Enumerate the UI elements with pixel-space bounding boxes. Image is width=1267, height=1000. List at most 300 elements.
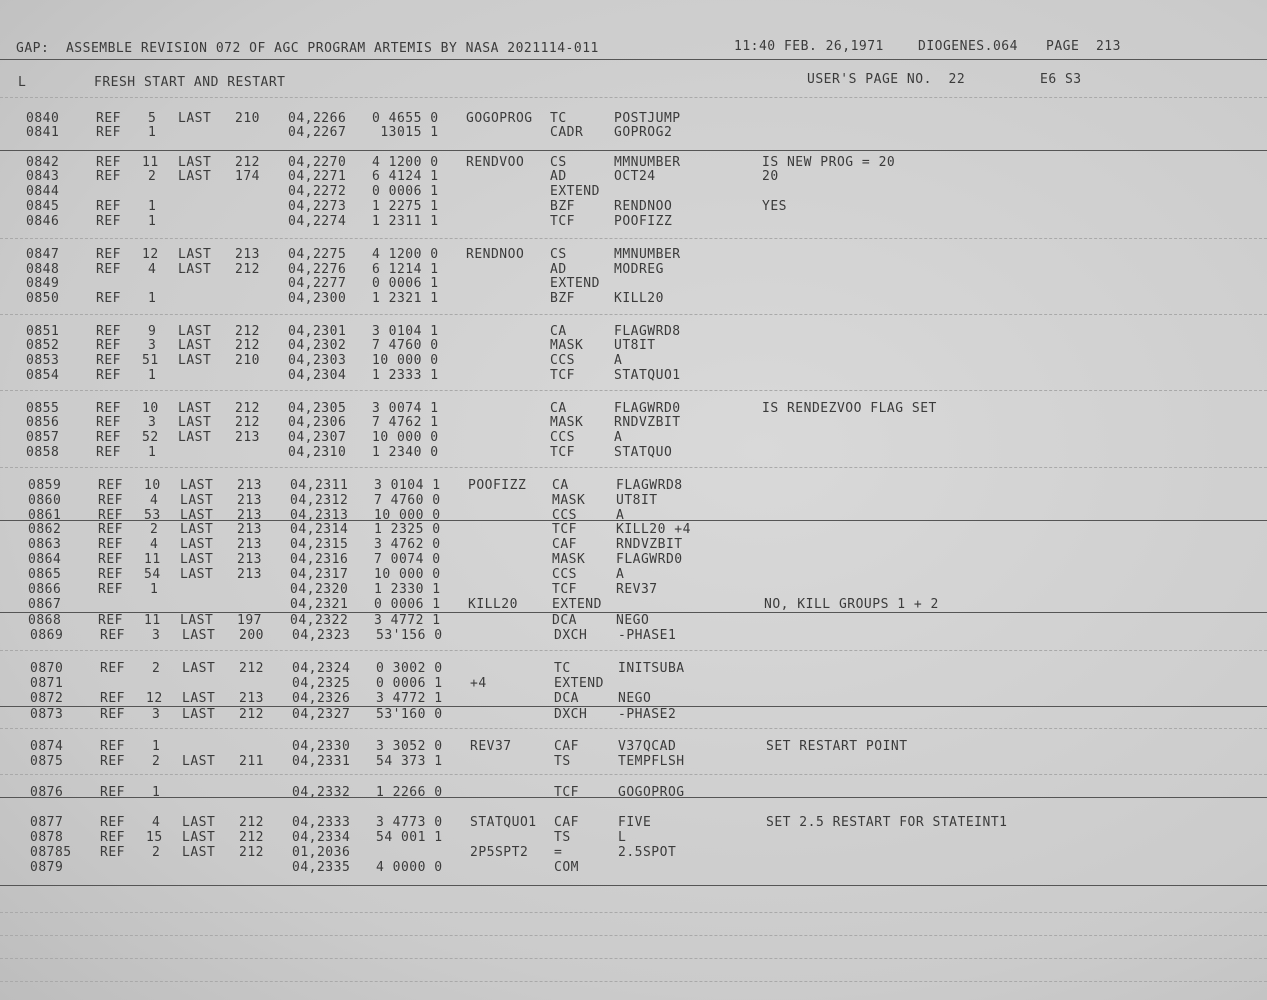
- ref-count: 12: [142, 247, 159, 262]
- timestamp: 11:40 FEB. 26,1971: [734, 39, 884, 54]
- line-number: 0866: [28, 582, 62, 597]
- ref-keyword: REF: [98, 582, 123, 597]
- operand: V37QCAD: [618, 739, 677, 754]
- ref-count: 1: [152, 785, 161, 800]
- last-keyword: LAST: [180, 552, 214, 567]
- block-divider: [0, 520, 1267, 521]
- listing-row: [2, 568, 1252, 582]
- operand: RNDVZBIT: [616, 537, 683, 552]
- opcode: TCF: [550, 214, 575, 229]
- line-number: 0849: [26, 276, 60, 291]
- octal-word: 53'160 0: [376, 707, 443, 722]
- memory-address: 04,2312: [290, 493, 349, 508]
- last-page: 213: [237, 537, 262, 552]
- opcode: BZF: [550, 291, 575, 306]
- opcode: CCS: [552, 567, 577, 582]
- memory-address: 04,2324: [292, 661, 351, 676]
- memory-address: 04,2315: [290, 537, 349, 552]
- listing-row: [2, 538, 1252, 552]
- memory-address: 04,2306: [288, 415, 347, 430]
- block-divider: [0, 797, 1267, 798]
- memory-address: 04,2316: [290, 552, 349, 567]
- memory-address: 04,2266: [288, 111, 347, 126]
- block-divider: [0, 612, 1267, 613]
- ref-keyword: REF: [96, 338, 121, 353]
- memory-address: 04,2277: [288, 276, 347, 291]
- opcode: BZF: [550, 199, 575, 214]
- opcode: TCF: [552, 582, 577, 597]
- ref-count: 15: [146, 830, 163, 845]
- line-number: 0861: [28, 508, 62, 523]
- ref-keyword: REF: [96, 111, 121, 126]
- listing-row: [0, 185, 1250, 199]
- listing-row: [2, 614, 1252, 628]
- line-number: 0868: [28, 613, 62, 628]
- memory-address: 04,2314: [290, 522, 349, 537]
- octal-word: 10 000 0: [372, 353, 439, 368]
- ref-count: 1: [148, 125, 157, 140]
- listing-row: [4, 831, 1254, 845]
- last-keyword: LAST: [182, 691, 216, 706]
- octal-word: 3 0104 1: [374, 478, 441, 493]
- ref-count: 1: [148, 199, 157, 214]
- line-number: 0875: [30, 754, 64, 769]
- last-page: 210: [235, 111, 260, 126]
- line-number: 0852: [26, 338, 60, 353]
- octal-word: 4 1200 0: [372, 247, 439, 262]
- line-number: 0843: [26, 169, 60, 184]
- opcode: EXTEND: [554, 676, 604, 691]
- opcode: TS: [554, 754, 571, 769]
- symbol-label: POOFIZZ: [468, 478, 527, 493]
- opcode: CA: [550, 324, 567, 339]
- ref-keyword: REF: [98, 613, 123, 628]
- operand: A: [614, 430, 623, 445]
- opcode: CCS: [550, 353, 575, 368]
- memory-address: 04,2311: [290, 478, 349, 493]
- ref-count: 3: [152, 628, 161, 643]
- last-page: 212: [235, 415, 260, 430]
- opcode: EXTEND: [552, 597, 602, 612]
- opcode: EXTEND: [550, 276, 600, 291]
- ref-count: 1: [152, 739, 161, 754]
- listing-row: [4, 846, 1254, 860]
- last-keyword: LAST: [178, 415, 212, 430]
- paper-rule: [0, 981, 1267, 982]
- last-keyword: LAST: [178, 247, 212, 262]
- operand: A: [614, 353, 623, 368]
- octal-word: 3 0074 1: [372, 401, 439, 416]
- memory-address: 04,2276: [288, 262, 347, 277]
- operand: STATQUO: [614, 445, 673, 460]
- memory-address: 04,2267: [288, 125, 347, 140]
- program-line: GAP: ASSEMBLE REVISION 072 OF AGC PROGRAM ARTEMIS BY NASA 2021114-011: [16, 41, 599, 56]
- memory-address: 04,2270: [288, 155, 347, 170]
- opcode: TS: [554, 830, 571, 845]
- octal-word: 1 2311 1: [372, 214, 439, 229]
- ref-keyword: REF: [98, 493, 123, 508]
- octal-word: 1 2325 0: [374, 522, 441, 537]
- line-number: 0876: [30, 785, 64, 800]
- memory-address: 04,2317: [290, 567, 349, 582]
- symbol-label: KILL20: [468, 597, 518, 612]
- operand: STATQUO1: [614, 368, 681, 383]
- last-page: 213: [237, 522, 262, 537]
- opcode: TCF: [552, 522, 577, 537]
- ref-keyword: REF: [100, 661, 125, 676]
- last-page: 212: [235, 324, 260, 339]
- octal-word: 0 0006 1: [372, 184, 439, 199]
- listing-row: [4, 708, 1254, 722]
- octal-word: 1 2333 1: [372, 368, 439, 383]
- octal-word: 3 4772 1: [374, 613, 441, 628]
- comment: SET 2.5 RESTART FOR STATEINT1: [766, 815, 1008, 830]
- comment: IS NEW PROG = 20: [762, 155, 896, 170]
- octal-word: 1 2266 0: [376, 785, 443, 800]
- memory-address: 04,2301: [288, 324, 347, 339]
- operand: OCT24: [614, 169, 656, 184]
- opcode: AD: [550, 169, 567, 184]
- listing-row: [2, 494, 1252, 508]
- last-page: 174: [235, 169, 260, 184]
- octal-word: 4 0000 0: [376, 860, 443, 875]
- memory-address: 04,2305: [288, 401, 347, 416]
- listing-row: [0, 215, 1250, 229]
- operand: L: [618, 830, 627, 845]
- line-number: 0840: [26, 111, 60, 126]
- last-page: 212: [239, 661, 264, 676]
- octal-word: 7 4760 0: [372, 338, 439, 353]
- block-divider: [0, 467, 1267, 468]
- octal-word: 7 0074 0: [374, 552, 441, 567]
- ref-keyword: REF: [100, 754, 125, 769]
- ref-count: 11: [144, 613, 161, 628]
- ref-keyword: REF: [98, 478, 123, 493]
- ref-count: 1: [150, 582, 159, 597]
- listing-row: [4, 740, 1254, 754]
- opcode: MASK: [550, 338, 584, 353]
- memory-address: 04,2307: [288, 430, 347, 445]
- memory-address: 04,2303: [288, 353, 347, 368]
- paper-rule: [0, 935, 1267, 936]
- comment: IS RENDEZVOO FLAG SET: [762, 401, 937, 416]
- last-keyword: LAST: [180, 537, 214, 552]
- listing-row: [0, 112, 1250, 126]
- ref-keyword: REF: [96, 368, 121, 383]
- memory-address: 04,2302: [288, 338, 347, 353]
- line-number: 0867: [28, 597, 62, 612]
- line-number: 0848: [26, 262, 60, 277]
- octal-word: 0 4655 0: [372, 111, 439, 126]
- line-number: 0869: [30, 628, 64, 643]
- octal-word: 1 2321 1: [372, 291, 439, 306]
- ref-count: 53: [144, 508, 161, 523]
- operand: POOFIZZ: [614, 214, 673, 229]
- listing-row: [4, 629, 1254, 643]
- page-number: PAGE 213: [1046, 39, 1121, 54]
- octal-word: 7 4762 1: [372, 415, 439, 430]
- memory-address: 04,2334: [292, 830, 351, 845]
- line-number: 0855: [26, 401, 60, 416]
- last-keyword: LAST: [182, 845, 216, 860]
- opcode: AD: [550, 262, 567, 277]
- line-number: 0865: [28, 567, 62, 582]
- memory-address: 04,2275: [288, 247, 347, 262]
- opcode: TCF: [554, 785, 579, 800]
- listing-row: [4, 755, 1254, 769]
- section-code: E6 S3: [1040, 72, 1082, 87]
- operand: TEMPFLSH: [618, 754, 685, 769]
- octal-word: 10 000 0: [374, 567, 441, 582]
- last-keyword: LAST: [178, 338, 212, 353]
- ref-keyword: REF: [96, 415, 121, 430]
- octal-word: 1 2330 1: [374, 582, 441, 597]
- block-divider: [0, 728, 1267, 729]
- memory-address: 04,2273: [288, 199, 347, 214]
- ref-keyword: REF: [98, 567, 123, 582]
- ref-keyword: REF: [96, 199, 121, 214]
- listing-row: [4, 816, 1254, 830]
- listing-row: [4, 662, 1254, 676]
- ref-count: 10: [144, 478, 161, 493]
- last-page: 212: [239, 845, 264, 860]
- ref-count: 5: [148, 111, 157, 126]
- memory-address: 04,2322: [290, 613, 349, 628]
- last-page: 211: [239, 754, 264, 769]
- operand: 2.5SPOT: [618, 845, 677, 860]
- block-divider: [0, 885, 1267, 886]
- octal-word: 3 4772 1: [376, 691, 443, 706]
- memory-address: 04,2271: [288, 169, 347, 184]
- ref-count: 54: [144, 567, 161, 582]
- ref-count: 1: [148, 368, 157, 383]
- operand: KILL20: [614, 291, 664, 306]
- ref-count: 3: [148, 415, 157, 430]
- opcode: DXCH: [554, 628, 588, 643]
- ref-keyword: REF: [96, 155, 121, 170]
- memory-address: 04,2331: [292, 754, 351, 769]
- octal-word: 54 373 1: [376, 754, 443, 769]
- operand: POSTJUMP: [614, 111, 681, 126]
- ref-count: 4: [150, 537, 159, 552]
- ref-keyword: REF: [100, 691, 125, 706]
- listing-row: [2, 523, 1252, 537]
- last-keyword: LAST: [182, 754, 216, 769]
- octal-word: 13015 1: [372, 125, 439, 140]
- operand: GOGOPROG: [618, 785, 685, 800]
- line-number: 0857: [26, 430, 60, 445]
- memory-address: 04,2326: [292, 691, 351, 706]
- octal-word: 4 1200 0: [372, 155, 439, 170]
- line-number: 0845: [26, 199, 60, 214]
- ref-count: 2: [150, 522, 159, 537]
- ref-count: 2: [148, 169, 157, 184]
- operand: RENDNOO: [614, 199, 673, 214]
- memory-address: 04,2304: [288, 368, 347, 383]
- line-number: 0854: [26, 368, 60, 383]
- line-number: 0853: [26, 353, 60, 368]
- listing-row: [0, 248, 1250, 262]
- ref-count: 4: [150, 493, 159, 508]
- comment: SET RESTART POINT: [766, 739, 908, 754]
- memory-address: 04,2325: [292, 676, 351, 691]
- ref-keyword: REF: [96, 291, 121, 306]
- listing-row: [2, 553, 1252, 567]
- last-page: 213: [237, 493, 262, 508]
- line-number: 0864: [28, 552, 62, 567]
- ref-count: 4: [152, 815, 161, 830]
- last-keyword: LAST: [178, 430, 212, 445]
- symbol-label: REV37: [470, 739, 512, 754]
- line-number: 0862: [28, 522, 62, 537]
- last-page: 213: [237, 478, 262, 493]
- paper-rule: [0, 958, 1267, 959]
- listing-row: [0, 170, 1250, 184]
- comment: 20: [762, 169, 779, 184]
- ref-keyword: REF: [100, 739, 125, 754]
- last-keyword: LAST: [182, 707, 216, 722]
- last-keyword: LAST: [180, 522, 214, 537]
- listing-row: [0, 200, 1250, 214]
- ref-keyword: REF: [96, 401, 121, 416]
- ref-keyword: REF: [96, 262, 121, 277]
- paper-rule: [0, 912, 1267, 913]
- last-page: 213: [235, 247, 260, 262]
- opcode: CCS: [550, 430, 575, 445]
- ref-keyword: REF: [98, 522, 123, 537]
- ref-keyword: REF: [98, 508, 123, 523]
- operand: GOPROG2: [614, 125, 673, 140]
- octal-word: 3 0104 1: [372, 324, 439, 339]
- line-number: 0846: [26, 214, 60, 229]
- ref-count: 1: [148, 214, 157, 229]
- memory-address: 04,2330: [292, 739, 351, 754]
- ref-count: 1: [148, 445, 157, 460]
- symbol-label: RENDNOO: [466, 247, 525, 262]
- octal-word: 1 2340 0: [372, 445, 439, 460]
- memory-address: 04,2300: [288, 291, 347, 306]
- line-number: 0842: [26, 155, 60, 170]
- line-number: 0856: [26, 415, 60, 430]
- last-keyword: LAST: [182, 830, 216, 845]
- listing-row: [0, 126, 1250, 140]
- last-keyword: LAST: [178, 262, 212, 277]
- listing-row: [0, 402, 1250, 416]
- operand: FIVE: [618, 815, 652, 830]
- ref-keyword: REF: [98, 552, 123, 567]
- block-divider: [0, 238, 1267, 239]
- opcode: =: [554, 845, 563, 860]
- operand: MMNUMBER: [614, 155, 681, 170]
- operand: NEGO: [618, 691, 652, 706]
- ref-count: 2: [152, 661, 161, 676]
- last-page: 212: [239, 815, 264, 830]
- listing-row: [0, 339, 1250, 353]
- last-page: 213: [237, 508, 262, 523]
- line-number: 0841: [26, 125, 60, 140]
- ref-count: 10: [142, 401, 159, 416]
- last-page: 212: [239, 707, 264, 722]
- octal-word: 3 4773 0: [376, 815, 443, 830]
- opcode: TCF: [550, 445, 575, 460]
- opcode: DXCH: [554, 707, 588, 722]
- symbol-label: 2P5SPT2: [470, 845, 529, 860]
- memory-address: 04,2313: [290, 508, 349, 523]
- octal-word: 53'156 0: [376, 628, 443, 643]
- ref-keyword: REF: [96, 169, 121, 184]
- opcode: MASK: [550, 415, 584, 430]
- block-divider: [0, 390, 1267, 391]
- line-number: 0850: [26, 291, 60, 306]
- memory-address: 04,2323: [292, 628, 351, 643]
- users-page-number: USER'S PAGE NO. 22: [807, 72, 966, 87]
- listing-row: [0, 325, 1250, 339]
- block-divider: [0, 314, 1267, 315]
- line-number: 0873: [30, 707, 64, 722]
- opcode: DCA: [554, 691, 579, 706]
- operand: -PHASE2: [618, 707, 677, 722]
- ref-keyword: REF: [96, 353, 121, 368]
- section-marker: L: [18, 75, 27, 90]
- ref-count: 4: [148, 262, 157, 277]
- line-number: 0878: [30, 830, 64, 845]
- memory-address: 04,2327: [292, 707, 351, 722]
- operand: MODREG: [614, 262, 664, 277]
- listing-row: [2, 598, 1252, 612]
- last-page: 213: [239, 691, 264, 706]
- ref-count: 2: [152, 754, 161, 769]
- operand: FLAGWRD0: [616, 552, 683, 567]
- line-number: 0851: [26, 324, 60, 339]
- opcode: EXTEND: [550, 184, 600, 199]
- line-number: 0877: [30, 815, 64, 830]
- operand: NEGO: [616, 613, 650, 628]
- opcode: MASK: [552, 493, 586, 508]
- octal-word: 0 0006 1: [372, 276, 439, 291]
- ref-count: 1: [148, 291, 157, 306]
- listing-row: [2, 583, 1252, 597]
- last-page: 213: [237, 552, 262, 567]
- octal-word: 1 2275 1: [372, 199, 439, 214]
- last-keyword: LAST: [178, 324, 212, 339]
- memory-address: 04,2332: [292, 785, 351, 800]
- last-keyword: LAST: [180, 567, 214, 582]
- listing-row: [0, 369, 1250, 383]
- ref-keyword: REF: [100, 830, 125, 845]
- opcode: CA: [550, 401, 567, 416]
- line-number: 0859: [28, 478, 62, 493]
- last-keyword: LAST: [180, 478, 214, 493]
- octal-word: 6 1214 1: [372, 262, 439, 277]
- octal-word: 3 3052 0: [376, 739, 443, 754]
- opcode: CA: [552, 478, 569, 493]
- opcode: TCF: [550, 368, 575, 383]
- opcode: CAF: [554, 739, 579, 754]
- memory-address: 04,2333: [292, 815, 351, 830]
- operand: UT8IT: [614, 338, 656, 353]
- opcode: CAF: [554, 815, 579, 830]
- listing-row: [2, 479, 1252, 493]
- ref-keyword: REF: [100, 628, 125, 643]
- octal-word: 3 4762 0: [374, 537, 441, 552]
- ref-keyword: REF: [96, 125, 121, 140]
- ref-keyword: REF: [96, 247, 121, 262]
- listing-row: [0, 446, 1250, 460]
- last-keyword: LAST: [180, 508, 214, 523]
- opcode: DCA: [552, 613, 577, 628]
- line-number: 0879: [30, 860, 64, 875]
- line-number: 0871: [30, 676, 64, 691]
